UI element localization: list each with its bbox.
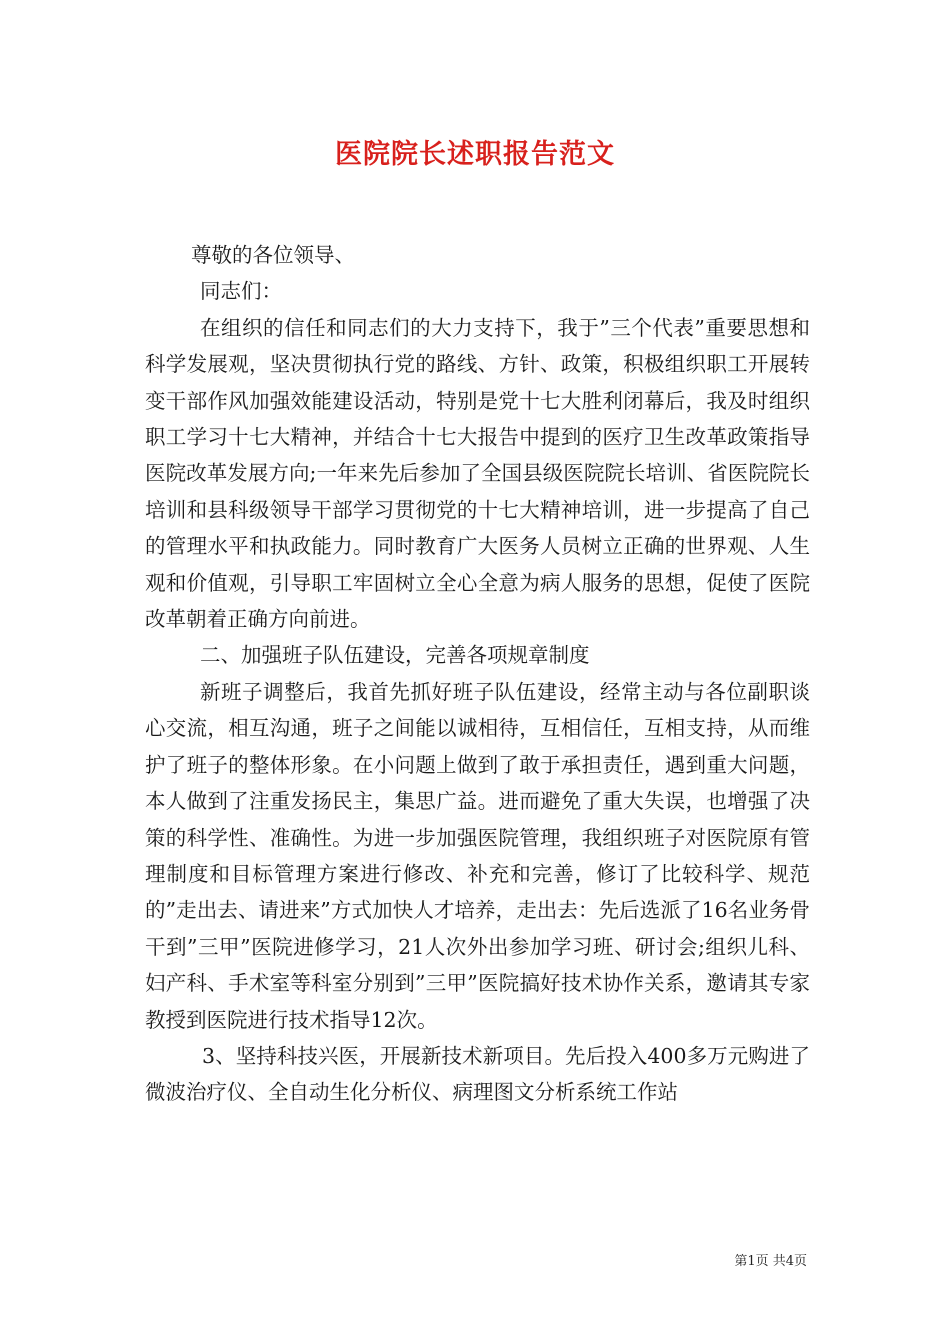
document-title: 医院院长述职报告范文 [335,139,615,170]
page-number-footer: 第1页 共4页 [734,1254,807,1269]
salutation-line: 尊敬的各位领导、 [191,243,355,267]
section-heading-2: 二、加强班子队伍建设，完善各项规章制度 [200,643,590,668]
paragraph-2: 新班子调整后，我首先抓好班子队伍建设，经常主动与各位副职谈心交流，相互沟通，班子之间能以诚相待，互相信任，互相支持，从而维护了班子的整体形象。在小问题上做到了敢于承担责任，遇到重大问题，本人做到了注重发扬民主，集思广益。进而避免了重大失误，也增强了决策的科学性、准确性。为进一步加强医院管理，我组织班子对医院原有管理制度和目标管理方案进行修改、补充和完善，修订了比较科学、规范的”走出去、请进来”方式加快人才培养，走出去：先后选派了16名业务骨干到”三甲”医院进修学习，21人次外出参加学习班、研讨会;组织儿科、妇产科、手术室等科室分别到”三甲”医院搞好技术协作关系，邀请其专家教授到医院进行技术指导12次。 [145,679,810,1032]
paragraph-3: 3、坚持科技兴医，开展新技术新项目。先后投入400多万元购进了微波治疗仪、全自动生化分析仪、病理图文分析系统工作站 [145,1043,810,1105]
document-body [145,237,810,1111]
paragraph-1: 在组织的信任和同志们的大力支持下，我于”三个代表”重要思想和科学发展观，坚决贯彻执行党的路线、方针、政策，积极组织职工开展转变干部作风加强效能建设活动，特别是党十七大胜利闭幕后，我及时组织职工学习十七大精神，并结合十七大报告中提到的医疗卫生改革政策指导医院改革发展方向;一年来先后参加了全国县级医院院长培训、省医院院长培训和县科级领导干部学习贯彻党的十七大精神培训，进一步提高了自己的管理水平和执政能力。同时教育广大医务人员树立正确的世界观、人生观和价值观，引导职工牢固树立全心全意为病人服务的思想，促使了医院改革朝着正确方向前进。 [145,315,810,632]
greeting-line: 同志们： [200,279,282,304]
